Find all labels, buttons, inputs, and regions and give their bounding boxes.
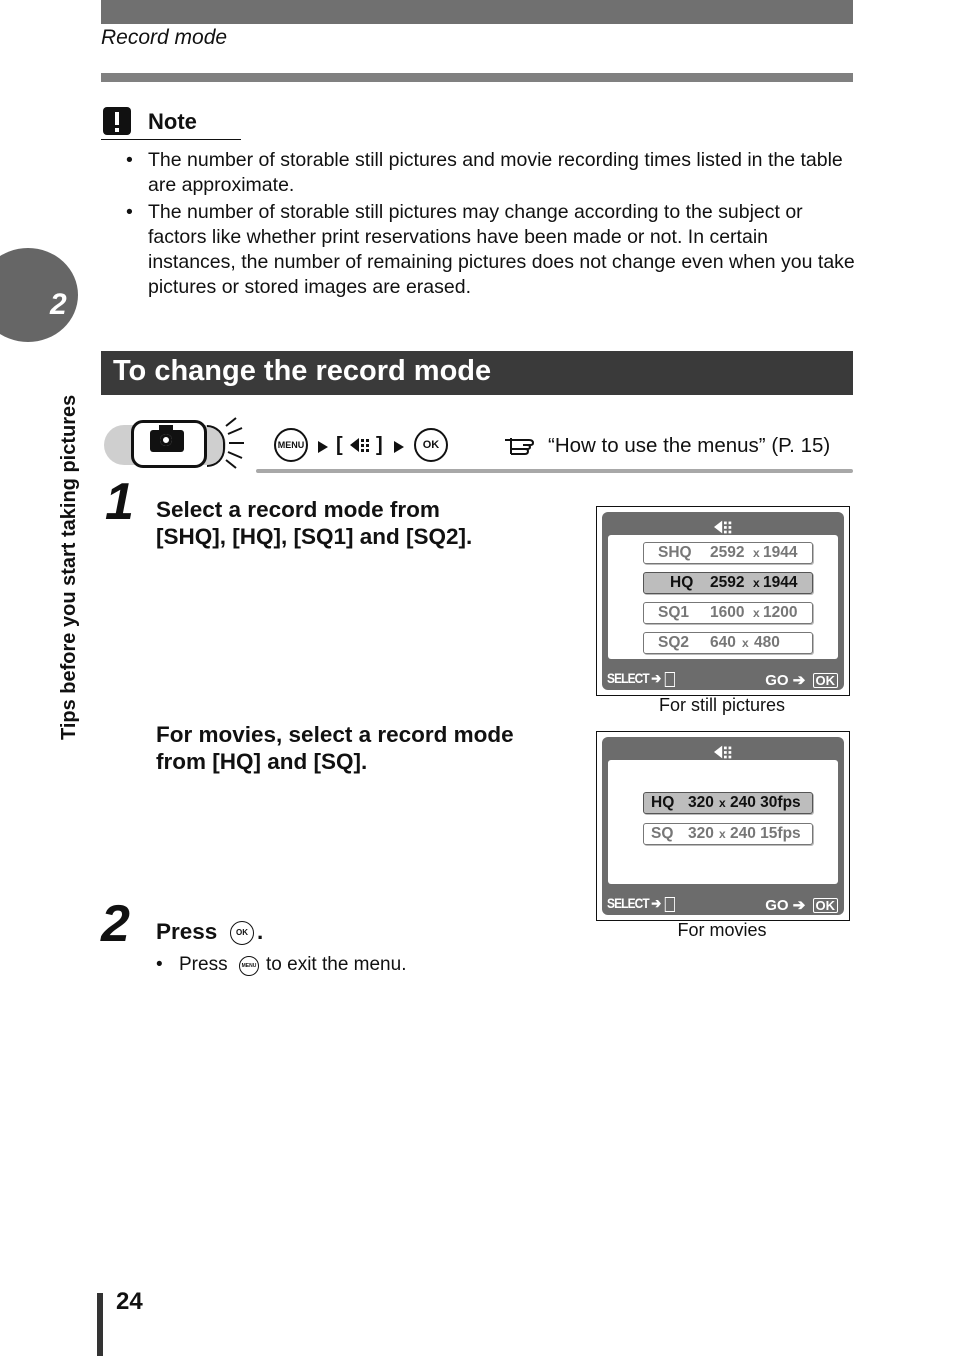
option-mode: SQ1 <box>658 604 690 621</box>
option-size: 320 <box>688 825 714 842</box>
step2-sub-before: Press <box>179 954 228 975</box>
record-option-sq2[interactable] <box>643 632 813 654</box>
step2-sub-after: to exit the menu. <box>266 954 407 975</box>
menu-reference: “How to use the menus” (P. 15) <box>548 434 831 457</box>
record-option-shq[interactable] <box>643 542 813 564</box>
option-size2: 1200 <box>763 604 798 621</box>
select-hint <box>607 895 675 912</box>
step-number: 1 <box>105 473 134 531</box>
record-mode-icon <box>714 744 734 760</box>
option-mode: SHQ <box>658 544 692 561</box>
screen-background <box>602 512 844 690</box>
running-head: Record mode <box>101 26 228 49</box>
highlight-rays-icon <box>222 416 244 470</box>
option-times: x <box>753 546 760 560</box>
option-mode: SQ2 <box>658 634 690 651</box>
go-hint <box>765 671 838 689</box>
chapter-number: 2 <box>50 288 67 321</box>
bracket-open: [ <box>336 434 343 456</box>
step1-movie-line: For movies, select a record mode <box>156 722 514 747</box>
menu-button-icon: MENU <box>274 428 308 462</box>
option-times: x <box>719 796 726 810</box>
step1-movie-heading <box>156 721 514 775</box>
note-title: Note <box>148 109 197 134</box>
ok-button-icon: OK <box>230 921 254 945</box>
record-mode-icon <box>350 437 372 453</box>
record-mode-icon <box>714 519 734 535</box>
select-label: SELECT <box>607 895 649 911</box>
option-size2: 1944 <box>763 574 798 591</box>
option-mode: HQ <box>670 574 694 591</box>
select-label: SELECT <box>607 670 649 686</box>
go-label: GO <box>765 897 789 914</box>
option-size2: 240 15fps <box>730 825 801 842</box>
option-size: 320 <box>688 794 714 811</box>
menu-button-icon: MENU <box>239 956 259 976</box>
arrow-right-icon <box>394 441 404 453</box>
step2-heading-end: . <box>257 919 264 944</box>
go-label: GO <box>765 672 789 689</box>
option-times: x <box>719 827 726 841</box>
note-bullet: • The number of storable still pictures and movie recording times listed in the table are approximate. <box>126 148 856 198</box>
chapter-side-title: Tips before you start taking pictures <box>58 394 80 740</box>
ok-box-icon: OK <box>813 673 839 688</box>
up-down-icon <box>665 897 675 912</box>
option-size2: 1944 <box>763 544 798 561</box>
arrow-right-icon: ➔ <box>651 895 661 911</box>
record-option-hq[interactable] <box>643 572 813 594</box>
option-mode: SQ <box>651 825 674 842</box>
arrow-right-icon: ➔ <box>792 897 806 914</box>
section-title: To change the record mode <box>113 355 492 387</box>
movie-option-hq[interactable] <box>643 792 813 814</box>
note-rule <box>101 139 241 140</box>
option-size: 1600 <box>710 604 745 621</box>
step1-heading-line: [SHQ], [HQ], [SQ1] and [SQ2]. <box>156 524 473 549</box>
header-rule <box>101 73 853 82</box>
still-screen-caption: For still pictures <box>658 695 786 715</box>
option-size2: 240 30fps <box>730 794 801 811</box>
option-size2: 480 <box>754 634 780 651</box>
arrow-right-icon: ➔ <box>792 672 806 689</box>
movie-option-sq[interactable] <box>643 823 813 845</box>
screen-background <box>602 737 844 915</box>
note-exclamation-icon <box>103 107 131 135</box>
header-bar <box>101 0 853 24</box>
option-times: x <box>742 636 749 650</box>
step2-bullet-dot: • <box>156 954 163 975</box>
step1-heading <box>156 496 472 550</box>
option-times: x <box>753 576 760 590</box>
movie-menu-screen <box>596 731 850 921</box>
screen-menu-area <box>608 760 838 884</box>
sequence-rule <box>256 469 853 473</box>
movie-screen-caption: For movies <box>677 920 767 940</box>
section-header <box>101 351 853 395</box>
pointing-hand-icon <box>503 436 539 456</box>
note-bullet: • The number of storable still pictures may change according to the subject or factors like whether print reservations have been made or not. In certain instances, the number of remaining pictures does not change even when you take pictures or stored images are erased. <box>126 200 856 300</box>
arrow-right-icon: ➔ <box>651 670 661 686</box>
step2-heading: Press <box>156 919 218 944</box>
page-number-bar <box>97 1293 103 1356</box>
still-menu-screen <box>596 506 850 696</box>
ok-box-icon: OK <box>813 898 839 913</box>
record-option-sq1[interactable] <box>643 602 813 624</box>
select-hint <box>607 670 675 687</box>
step1-movie-line: from [HQ] and [SQ]. <box>156 749 368 774</box>
option-size: 2592 <box>710 544 745 561</box>
option-size: 2592 <box>710 574 745 591</box>
go-hint <box>765 896 838 914</box>
up-down-icon <box>665 672 675 687</box>
step-number: 2 <box>101 895 130 953</box>
camera-icon-lens <box>160 434 172 446</box>
page-number: 24 <box>116 1288 143 1315</box>
option-size: 640 <box>710 634 736 651</box>
screen-menu-area <box>608 535 838 659</box>
bracket-close: ] <box>376 434 383 456</box>
option-times: x <box>753 606 760 620</box>
note-list <box>126 148 856 302</box>
option-mode: HQ <box>651 794 675 811</box>
arrow-right-icon <box>318 441 328 453</box>
ok-button-icon: OK <box>414 428 448 462</box>
step1-heading-line: Select a record mode from <box>156 497 440 522</box>
